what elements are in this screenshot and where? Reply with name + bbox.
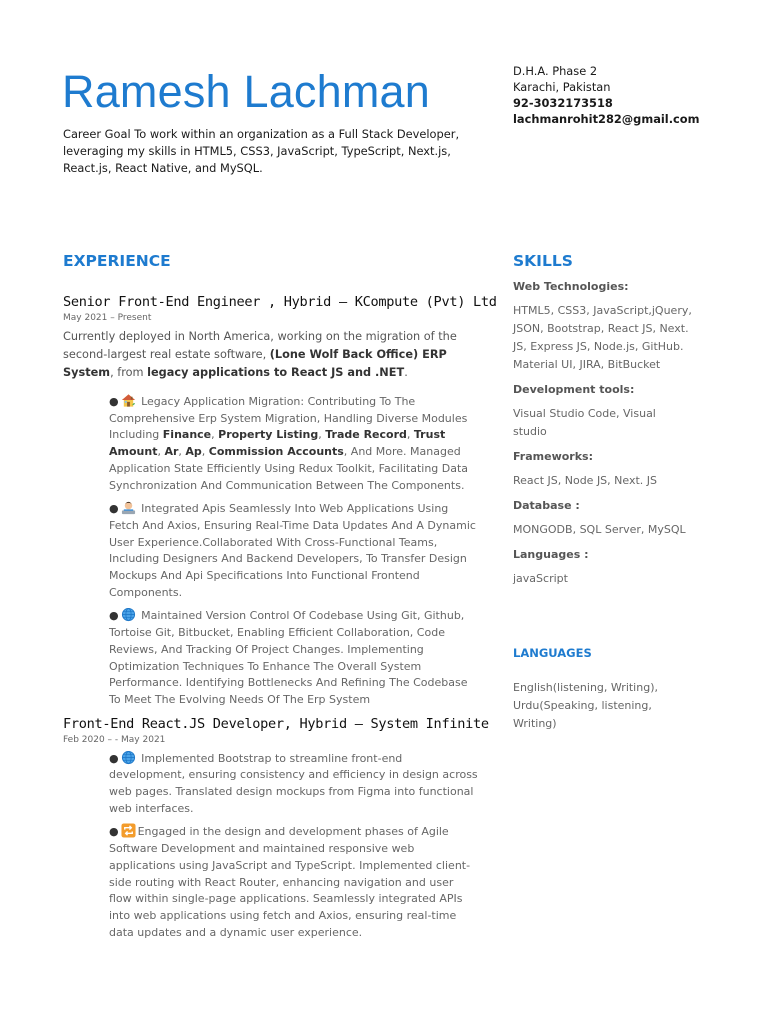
job-title: Front-End React.JS Developer, Hybrid — System Infinite bbox=[63, 715, 489, 732]
skills-heading: SKILLS bbox=[513, 252, 573, 270]
job-date: May 2021 – Present bbox=[63, 313, 152, 323]
skill-group-value: HTML5, CSS3, JavaScript,jQuery, JSON, Bootstrap, React JS, Next. JS, Express JS, Node.js, GitHub. Material UI, JIRA, BitBucket bbox=[513, 304, 692, 371]
job-bullet: ● Legacy Application Migration: Contributing To The Comprehensive Erp System Migration, Handling Diverse Modules Including Finance, Property Listing, Trade Record, Trust Amount, Ar, Ap, Commission Accounts, And More. Managed Application State Efficiently Using Redux Toolkit, Facilitating Data Synchronization And Communication Between The Components. bbox=[109, 395, 469, 492]
address-line-1: D.H.A. Phase 2 bbox=[513, 64, 598, 78]
job-bullet: ● Engaged in the design and development phases of Agile Software Development and maintained responsive web applications using JavaScript and TypeScript. Implemented client-side routing with React Router, enhancing navigation and user flow within single-page applications. Seamlessly integrated APIs into web applications using fetch and Axios, ensuring real-time data updates and a dynamic user experience. bbox=[109, 825, 471, 939]
house-icon bbox=[121, 393, 136, 408]
skill-group-label: Languages : bbox=[513, 548, 589, 561]
job-date: Feb 2020 – - May 2021 bbox=[63, 734, 166, 745]
candidate-name: Ramesh Lachman bbox=[62, 66, 430, 117]
contact-block bbox=[513, 63, 699, 127]
experience-section bbox=[63, 293, 497, 947]
career-goal: Career Goal To work within an organization as a Full Stack Developer, leveraging my skills in HTML5, CSS3, JavaScript, TypeScript, Next.js, React.js, React Native, and MySQL. bbox=[63, 127, 460, 175]
job-entry bbox=[63, 293, 497, 709]
job-entry bbox=[63, 715, 489, 942]
skill-group-label: Development tools: bbox=[513, 383, 635, 396]
job-bullet: ● Integrated Apis Seamlessly Into Web Applications Using Fetch And Axios, Ensuring Real-Time Data Updates And A Dynamic User Experience.Collaborated With Cross-Functional Teams, Including Designers And Backend Developers, To Transfer Design Mockups And Api Specifications Into Functional Frontend Components. bbox=[109, 502, 476, 599]
job-bullet: ● Maintained Version Control Of Codebase Using Git, Github, Tortoise Git, Bitbucket, Enabling Efficient Collaboration, Code Reviews, And Tracking Of Project Changes. Implementing Optimization Techniques To Enhance The Overall System Performance. Identifying Bottlenecks And Refining The Codebase To Meet The Evolving Needs Of The Erp System bbox=[109, 609, 468, 706]
skill-group-label: Web Technologies: bbox=[513, 280, 629, 293]
skills-section bbox=[513, 280, 693, 597]
skill-group-value: MONGODB, SQL Server, MySQL bbox=[513, 523, 686, 536]
email-address[interactable]: lachmanrohit282@gmail.com bbox=[513, 112, 700, 126]
skill-group-value: Visual Studio Code, Visual studio bbox=[513, 407, 656, 438]
globe-icon bbox=[121, 750, 136, 765]
skill-group-value: React JS, Node JS, Next. JS bbox=[513, 474, 658, 487]
languages-heading: LANGUAGES bbox=[513, 646, 592, 660]
phone-number: 92-3032173518 bbox=[513, 96, 613, 110]
skill-group-label: Database : bbox=[513, 499, 580, 512]
job-bullet: ● Implemented Bootstrap to streamline front-end development, ensuring consistency and efficiency in design across web pages. Translated design mockups from Figma into functional web interfaces. bbox=[109, 751, 478, 815]
job-title: Senior Front-End Engineer , Hybrid — KCompute (Pvt) Ltd bbox=[63, 294, 497, 310]
experience-heading: EXPERIENCE bbox=[63, 252, 171, 270]
skill-group-value: javaScript bbox=[513, 572, 568, 585]
languages-text: English(listening, Writing), Urdu(Speaking, listening, Writing) bbox=[513, 681, 658, 730]
technologist-icon bbox=[121, 500, 136, 515]
job-description: Currently deployed in North America, working on the migration of the second-largest real estate software, (Lone Wolf Back Office) ERP System, from legacy applications to React JS and .NET. bbox=[63, 330, 457, 379]
address-line-2: Karachi, Pakistan bbox=[513, 80, 611, 94]
globe-icon bbox=[121, 607, 136, 622]
skill-group-label: Frameworks: bbox=[513, 450, 593, 463]
repeat-arrows-icon bbox=[121, 823, 136, 838]
